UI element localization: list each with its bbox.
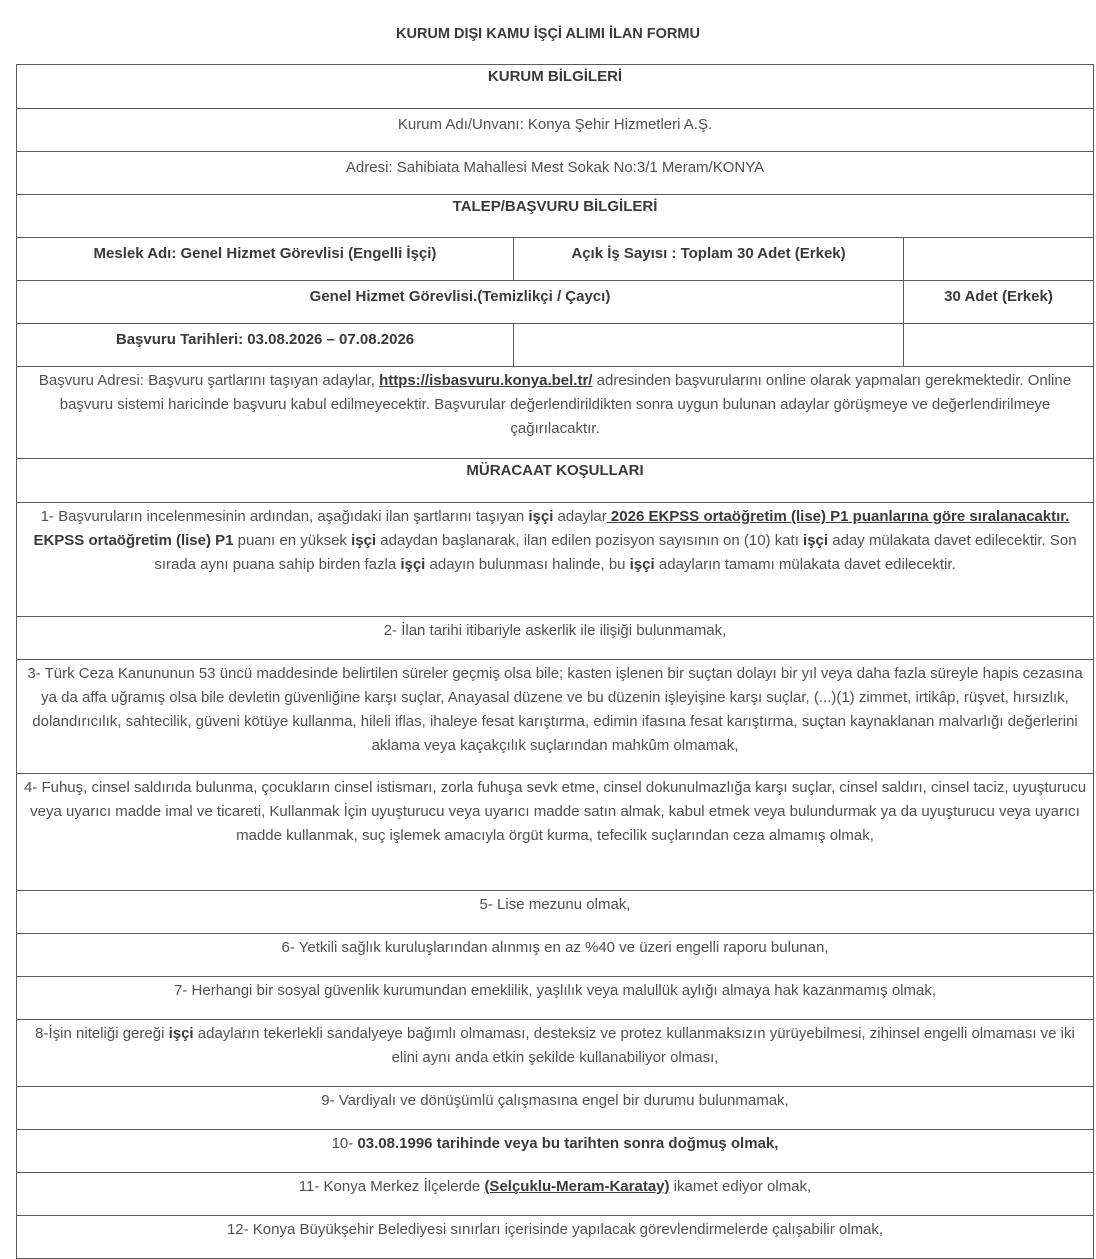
kosul-7: 7- Herhangi bir sosyal güvenlik kurumundan emeklilik, yaşlılık veya malullük aylığı almaya hak kazanmamış olmak,	[17, 977, 1094, 1020]
basvuru-link[interactable]: https://isbasvuru.konya.bel.tr/	[379, 372, 593, 389]
announcement-form-table	[16, 64, 1094, 1259]
acik-is-cell: Açık İş Sayısı : Toplam 30 Adet (Erkek)	[514, 238, 904, 281]
meslek-cell: Meslek Adı: Genel Hizmet Görevlisi (Engelli İşçi)	[17, 238, 514, 281]
kurum-name: Kurum Adı/Unvanı: Konya Şehir Hizmetleri A.Ş.	[17, 109, 1094, 152]
kosul-11: 11- Konya Merkez İlçelerde (Selçuklu-Meram-Karatay) ikamet ediyor olmak,	[17, 1173, 1094, 1216]
talep-header: TALEP/BAŞVURU BİLGİLERİ	[17, 195, 1094, 238]
tarihler-cell: Başvuru Tarihleri: 03.08.2026 – 07.08.2026	[17, 324, 514, 367]
basvuru-adresi-text: adresinden başvurularını online olarak yapmaları gerekmektedir. Online başvuru sistemi haricinde başvuru kabul edilmeyecektir. Başvurular değerlendirildikten sonra uygun bulunan adaylar görüşmeye ve değerlendirilmeye çağırılacaktır.	[59, 372, 1072, 437]
kosul-6: 6- Yetkili sağlık kuruluşlarından alınmış en az %40 ve üzeri engelli raporu bulunan,	[17, 934, 1094, 977]
kosul-1: 1- Başvuruların incelenmesinin ardından, aşağıdaki ilan şartlarını taşıyan işçi adaylar 2026 EKPSS ortaöğretim (lise) P1 puanlarına göre sıralanacaktır. EKPSS ortaöğretim (lise) P1 puanı en yüksek işçi adaydan başlanarak, ilan edilen pozisyon sayısının on (10) katı işçi aday mülakata davet edilecektir. Son sırada aynı puana sahip birden fazla işçi adayın bulunması halinde, bu işçi adayların tamamı mülakata davet edilecektir.	[17, 503, 1094, 617]
kosul-9: 9- Vardiyalı ve dönüşümlü çalışmasına engel bir durumu bulunmamak,	[17, 1087, 1094, 1130]
empty-cell	[514, 324, 904, 367]
adet-cell: 30 Adet (Erkek)	[904, 281, 1094, 324]
kosul-8: 8-İşin niteliği gereği işçi adayların tekerlekli sandalyeye bağımlı olmaması, desteksiz ve protez kullanmaksızın yürüyebilmesi, zihinsel engelli olmaması ve iki elini aynı anda etkin şekilde kullanabiliyor olması,	[17, 1020, 1094, 1087]
kosullar-header: MÜRACAAT KOŞULLARI	[17, 459, 1094, 503]
kurum-address: Adresi: Sahibiata Mahallesi Mest Sokak No:3/1 Meram/KONYA	[17, 152, 1094, 195]
empty-cell	[904, 238, 1094, 281]
basvuru-adresi-text: Başvuru Adresi: Başvuru şartlarını taşıyan adaylar,	[38, 372, 380, 389]
kurum-header: KURUM BİLGİLERİ	[17, 65, 1094, 109]
kosul-12: 12- Konya Büyükşehir Belediyesi sınırları içerisinde yapılacak görevlendirmelerde çalışabilir olmak,	[17, 1216, 1094, 1259]
basvuru-adresi	[17, 367, 1094, 459]
kosul-2: 2- İlan tarihi itibariyle askerlik ile ilişiği bulunmamak,	[17, 617, 1094, 660]
kosul-5: 5- Lise mezunu olmak,	[17, 891, 1094, 934]
kosul-4: 4- Fuhuş, cinsel saldırıda bulunma, çocukların cinsel istismarı, zorla fuhuşa sevk etme, cinsel dokunulmazlığa karşı suçlar, cinsel saldırı, cinsel taciz, uyuşturucu veya uyarıcı madde imal ve ticareti, Kullanmak İçin uyuşturucu veya uyarıcı madde satın almak, kabul etmek veya bulundurmak ya da uyuşturucu veya uyarıcı madde kullanmak, suç işlemek amacıyla örgüt kurma, tefecilik suçlarından ceza almamış olmak,	[17, 774, 1094, 891]
kosul-10: 10- 03.08.1996 tarihinde veya bu tarihten sonra doğmuş olmak,	[17, 1130, 1094, 1173]
gorev-cell: Genel Hizmet Görevlisi.(Temizlikçi / Çaycı)	[17, 281, 904, 324]
kosul-3: 3- Türk Ceza Kanununun 53 üncü maddesinde belirtilen süreler geçmiş olsa bile; kasten işlenen bir suçtan dolayı bir yıl veya daha fazla süreyle hapis cezasına ya da affa uğramış olsa bile devletin güvenliğine karşı suçlar, Anayasal düzene ve bu düzenin işleyişine karşı suçlar, (...)(1) zimmet, irtikâp, rüşvet, hırsızlık, dolandırıcılık, sahtecilik, güveni kötüye kullanma, hileli iflas, ihaleye fesat karıştırma, edimin ifasına fesat karıştırma, suçtan kaynaklanan malvarlığı değerlerini aklama veya kaçakçılık suçlarından mahkûm olmamak,	[17, 660, 1094, 774]
empty-cell	[904, 324, 1094, 367]
page-title: KURUM DIŞI KAMU İŞÇİ ALIMI İLAN FORMU	[396, 26, 700, 42]
